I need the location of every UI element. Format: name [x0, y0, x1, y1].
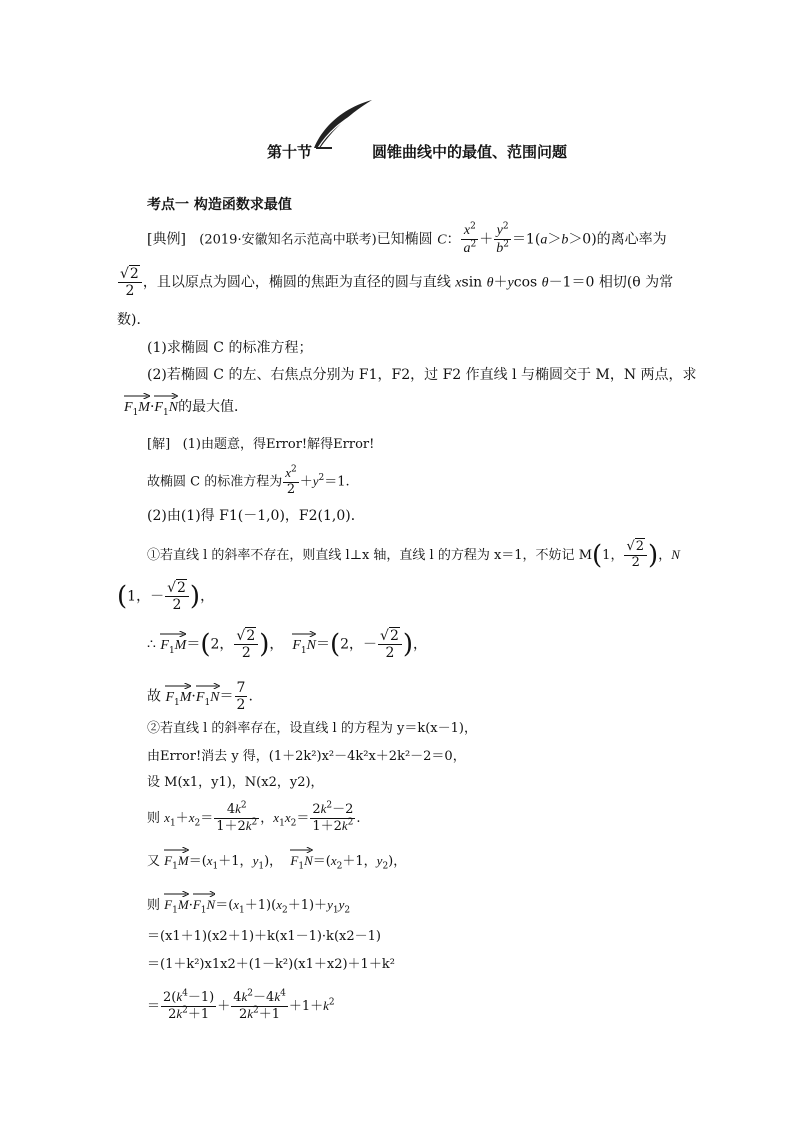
kaodian-heading: 考点一 构造函数求最值: [147, 197, 292, 213]
solution-line-7: 故 $F_1M\cdot$ $F_1N=$ $\frac{7}{2}$ .: [147, 680, 253, 714]
section-number: 第十节: [267, 143, 313, 161]
example-line-2: $\frac{√2}{2}$ ，且以原点为圆心，椭圆的焦距为直径的圆与直线 xsin θ＋ycos θ－1＝0 相切(θ 为常: [120, 266, 674, 300]
gu-label: 故: [147, 688, 161, 705]
problem-text-1: ，且以原点为圆心，椭圆的焦距为直径的圆与直线: [142, 274, 451, 291]
section-title: 圆锥曲线中的最值、范围问题: [372, 143, 568, 161]
solution-line-16: ＝ $\frac{2(k^4-1)}{2k^2+1}$ ＋ $\frac{4k^2-4k^4}{2k^2+1}$ $+1+k^2$: [147, 988, 335, 1022]
solution-line-12: 又 $F_1M=(x_1+1$，$y_1$)， $F_1N=(x_2+1$，$y_2$)，: [147, 854, 406, 868]
solution-step-4: ①若直线 l 的斜率不存在，则直线 l⊥x 轴，直线 l 的方程为 x＝1，不妨记 M: [147, 547, 593, 563]
solution-line-11: 则 $x_1+x_2=$ $\frac{4k^2}{1+2k^2}$ ，$x_1x_2=$ $\frac{2k^2-2}{1+2k^2}$ .: [147, 800, 361, 834]
therefore-symbol: ∴: [147, 636, 156, 653]
question-2-line-2: $F_1M\cdot$ $F_1N$的最大值．: [124, 400, 248, 415]
example-line-1: [典例] (2019·安徽知名示范高中联考)已知椭圆 C： $\frac{x^2}{a^2}$ ＋ $\frac{y^2}{b^2}$ ＝1(a＞b＞0)的离心率为: [147, 221, 667, 257]
you-label: 又: [147, 854, 161, 869]
solution-line-4: ①若直线 l 的斜率不存在，则直线 l⊥x 轴，直线 l 的方程为 x＝1，不妨记 M(1， $\frac{√2}{2}$ )，N: [147, 539, 680, 571]
solution-step-1: (1)由题意，得Error!解得Error!: [182, 437, 375, 452]
solution-line-1: [147, 438, 374, 451]
solution-line-9: 由Error!消去 y 得，(1＋2k²)x²－4k²x＋2k²－2＝0，: [147, 749, 466, 764]
solution-line-10: 设 M(x1，y1)，N(x2，y2)，: [147, 775, 324, 790]
solution-line-15: ＝(1＋k²)x1x2＋(1－k²)(x1＋x2)＋1＋k²: [147, 957, 395, 972]
example-tag: [典例]: [147, 231, 186, 248]
example-source: (2019·安徽知名示范高中联考): [199, 232, 377, 248]
question-1: (1)求椭圆 C 的标准方程；: [147, 340, 313, 356]
header-logo: [312, 98, 374, 153]
question-2: (2)若椭圆 C 的左、右焦点分别为 F1，F2，过 F2 作直线 l 与椭圆交于 M，N 两点，求: [147, 367, 697, 383]
solution-line-8: ②若直线 l 的斜率存在，设直线 l 的方程为 y＝k(x－1)，: [147, 721, 477, 736]
ze-label-2: 则: [147, 898, 161, 913]
question-2-tail: 的最大值．: [178, 399, 249, 415]
ze-label: 则: [147, 810, 161, 826]
solution-line-5: (1，－ $\frac{√2}{2}$ )，: [117, 580, 215, 614]
solution-line-6: ∴ $F_1M=(2$， $\frac{√2}{2}$ )， $F_1N=(2$，－ $\frac{√2}{2}$ )，: [147, 628, 428, 662]
solution-tag: [解]: [147, 437, 171, 452]
solution-line-13: 则 $F_1M\cdot$ $F_1N=(x_1+1)(x_2+1)+y_1y_2$: [147, 898, 350, 912]
solution-line-2: 故椭圆 C 的标准方程为 $\frac{x^2}{2}$ $+y^2=1$.: [147, 464, 350, 497]
solution-line-14: ＝(x1＋1)(x2＋1)＋k(x1－1)·k(x2－1): [147, 929, 381, 944]
example-lead: 已知椭圆: [376, 231, 433, 248]
solution-step-2: 故椭圆 C 的标准方程为: [147, 474, 283, 490]
example-line-3: 数)．: [117, 312, 151, 328]
problem-text-1-suffix: 相切(θ 为常: [598, 274, 674, 291]
solution-line-3: (2)由(1)得 F1(－1,0)，F2(1,0)．: [147, 508, 365, 524]
